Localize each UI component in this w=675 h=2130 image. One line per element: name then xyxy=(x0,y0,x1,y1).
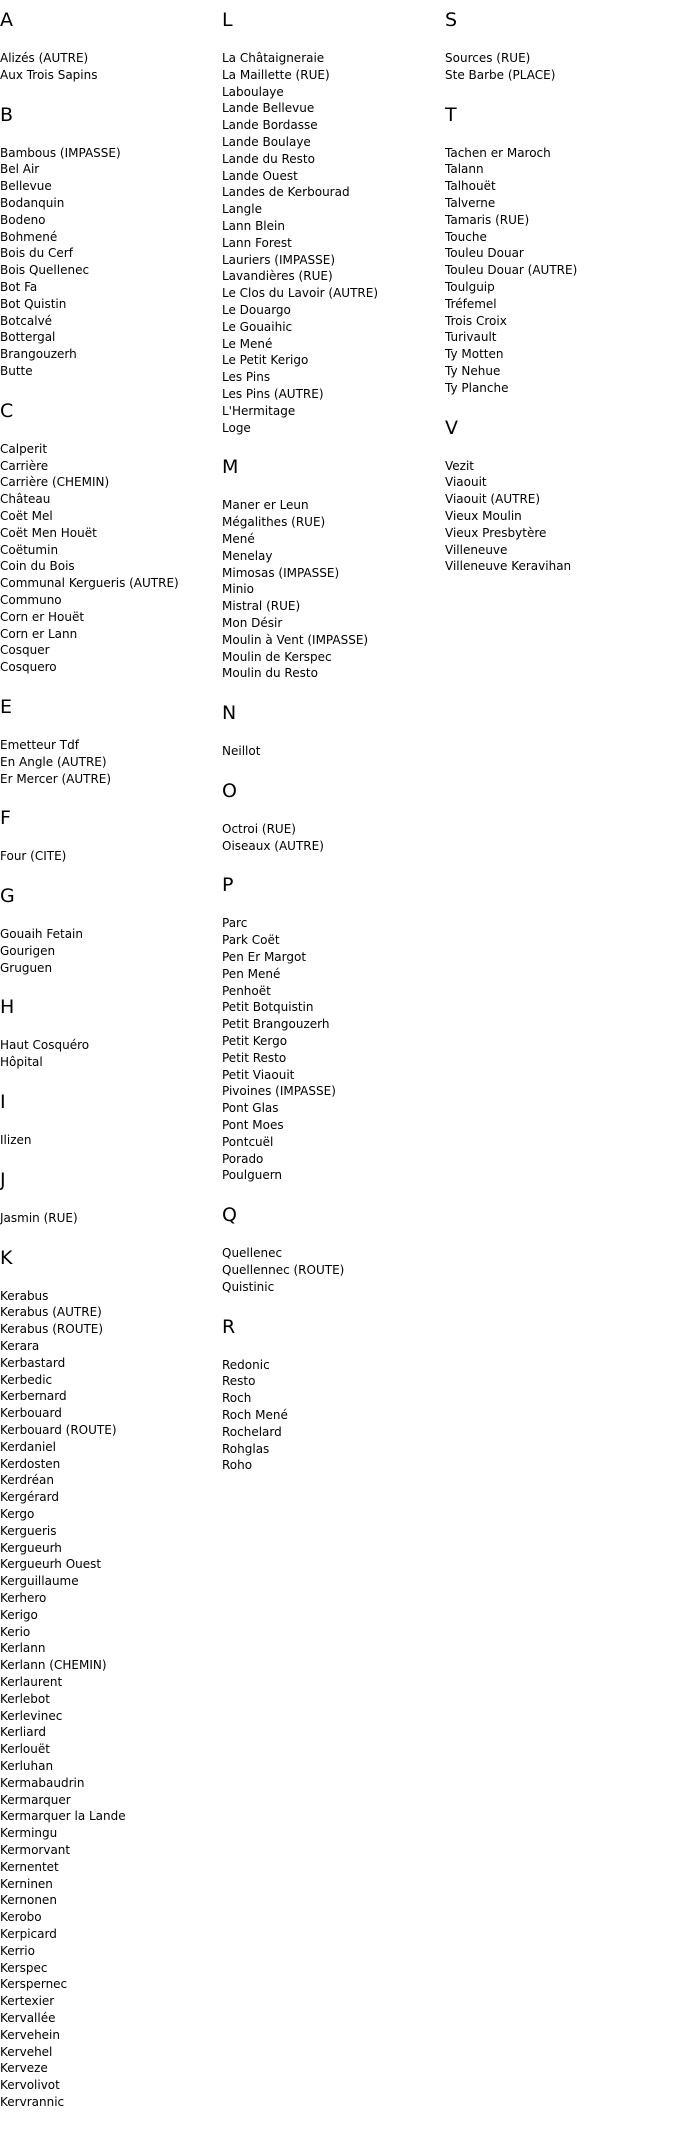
street-name: Bot Quistin xyxy=(0,296,67,311)
street-name: Redonic xyxy=(222,1357,270,1372)
street-name: Pont Moes xyxy=(222,1118,284,1133)
street-name: Communal Kergueris (AUTRE) xyxy=(0,576,179,591)
letter-heading: T xyxy=(445,103,457,126)
street-name: Toulguip xyxy=(445,279,495,294)
street-name: Roho xyxy=(222,1458,253,1473)
street-list xyxy=(0,848,222,865)
street-name: Trois Croix xyxy=(445,313,507,328)
letter-heading: F xyxy=(0,807,11,830)
street-name: Kerbouard (ROUTE) xyxy=(0,1423,117,1438)
street-name: Kerlouët xyxy=(0,1742,50,1757)
street-list xyxy=(222,821,444,855)
street-name: Talhouët xyxy=(445,179,496,194)
street-name: Viaouit (AUTRE) xyxy=(445,492,541,507)
street-list xyxy=(222,743,444,760)
street-name: Viaouit xyxy=(445,475,487,490)
street-name: Pen Mené xyxy=(222,966,281,981)
street-name: Lauriers (IMPASSE) xyxy=(222,252,336,267)
street-name: Bellevue xyxy=(0,179,52,194)
street-name: Corn er Lann xyxy=(0,626,78,641)
letter-heading: G xyxy=(0,885,15,908)
street-name: Touche xyxy=(445,229,487,244)
street-name: Bot Fa xyxy=(0,279,38,294)
street-list xyxy=(222,497,444,682)
street-name: Ty Planche xyxy=(445,380,509,395)
street-name: Kerspec xyxy=(0,1960,48,1975)
letter-heading: J xyxy=(0,1168,6,1191)
street-name: Coëtumin xyxy=(0,542,59,557)
letter-heading: I xyxy=(0,1091,6,1114)
street-name: Landes de Kerbourad xyxy=(222,185,350,200)
street-name: Kerabus xyxy=(0,1288,49,1303)
street-name: Kerlaurent xyxy=(0,1675,63,1689)
street-name: Kerabus (ROUTE) xyxy=(0,1322,104,1337)
street-name: Quellenec xyxy=(222,1246,283,1261)
street-name: Lande Ouest xyxy=(222,168,298,183)
street-name: Resto xyxy=(222,1374,256,1389)
street-name: Coët Men Houët xyxy=(0,525,97,540)
street-name: Bois Quellenec xyxy=(0,263,90,278)
street-name: Mimosas (IMPASSE) xyxy=(222,565,340,580)
street-list xyxy=(445,145,667,397)
street-name: Bambous (IMPASSE) xyxy=(0,145,121,160)
street-name: Kerhero xyxy=(0,1591,47,1606)
street-name: Corn er Houët xyxy=(0,609,85,624)
letter-heading: K xyxy=(0,1246,13,1269)
street-name: Le Gouaihic xyxy=(222,319,293,334)
street-name: Haut Cosquéro xyxy=(0,1038,90,1053)
street-name: Brangouzerh xyxy=(0,347,77,362)
street-name: Kerlann xyxy=(0,1641,46,1656)
street-name: Mon Désir xyxy=(222,615,283,630)
letter-heading: V xyxy=(445,416,458,439)
street-name: Kerabus (AUTRE) xyxy=(0,1305,102,1320)
street-name: Lande du Resto xyxy=(222,151,315,166)
street-name: Le Petit Kerigo xyxy=(222,353,309,368)
street-name: Touleu Douar (AUTRE) xyxy=(445,263,578,278)
street-name: Tachen er Maroch xyxy=(445,145,551,160)
letter-section-o xyxy=(222,779,444,855)
street-list xyxy=(0,1037,222,1071)
street-name: Talann xyxy=(445,162,484,177)
street-name: Kervallée xyxy=(0,2010,56,2025)
street-name: Pont Glas xyxy=(222,1101,279,1116)
street-name: Loge xyxy=(222,420,251,435)
street-name: Kerdosten xyxy=(0,1456,61,1471)
letter-heading: E xyxy=(0,695,13,718)
street-name: Talverne xyxy=(445,195,496,210)
street-name: Emetteur Tdf xyxy=(0,737,79,752)
letter-heading: L xyxy=(222,9,233,31)
street-name: La Maillette (RUE) xyxy=(222,67,330,82)
street-name: Kerspernec xyxy=(0,1977,68,1992)
street-name: Moulin de Kerspec xyxy=(222,649,332,664)
street-name: Menelay xyxy=(222,548,273,563)
street-name: Four (CITE) xyxy=(0,849,67,864)
street-name: Roch Mené xyxy=(222,1408,288,1423)
street-name: Mené xyxy=(222,531,255,546)
street-name: Ty Motten xyxy=(445,347,504,362)
street-name: Aux Trois Sapins xyxy=(0,67,98,82)
street-name: Kertexier xyxy=(0,1994,55,2009)
street-name: Jasmin (RUE) xyxy=(0,1210,78,1225)
street-name: Lann Forest xyxy=(222,235,292,250)
street-name: Kermorvant xyxy=(0,1842,71,1857)
letter-heading: A xyxy=(0,9,13,31)
street-name: Kerobo xyxy=(0,1910,42,1925)
street-name: Rohglas xyxy=(222,1441,270,1456)
letter-section-m xyxy=(222,455,444,682)
street-name: Poulguern xyxy=(222,1168,283,1183)
street-name: Kergo xyxy=(0,1507,35,1522)
street-name: Cosquero xyxy=(0,660,57,675)
street-name: Bohmené xyxy=(0,229,58,244)
street-name: Pontcuël xyxy=(222,1134,274,1149)
street-name: Kerigo xyxy=(0,1607,38,1622)
letter-section-k xyxy=(0,1246,222,2111)
street-name: Mistral (RUE) xyxy=(222,599,301,614)
street-name: Kerlevinec xyxy=(0,1708,63,1723)
column-3 xyxy=(445,8,667,594)
letter-heading: N xyxy=(222,702,237,725)
street-name: Petit Resto xyxy=(222,1050,287,1065)
street-list xyxy=(222,50,444,436)
street-name: Petit Botquistin xyxy=(222,1000,314,1015)
street-name: Turivault xyxy=(445,330,497,345)
street-list xyxy=(0,441,222,676)
street-name: Villeneuve Keravihan xyxy=(445,559,572,574)
street-name: Lande Boulaye xyxy=(222,134,311,149)
street-name: Vezit xyxy=(445,458,474,473)
street-name: Petit Kergo xyxy=(222,1034,288,1049)
street-name: La Châtaigneraie xyxy=(222,51,325,65)
street-name: Neillot xyxy=(222,744,261,759)
street-list xyxy=(445,50,667,84)
letter-heading: O xyxy=(222,779,237,802)
street-name: Ste Barbe (PLACE) xyxy=(445,67,556,82)
street-name: Kerbedic xyxy=(0,1372,53,1387)
street-name: Kerbastard xyxy=(0,1355,66,1370)
street-name: Pen Er Margot xyxy=(222,950,307,965)
street-name: Hôpital xyxy=(0,1055,43,1070)
letter-heading: S xyxy=(445,9,458,31)
street-name: Kerliard xyxy=(0,1725,46,1740)
street-name: Petit Viaouit xyxy=(222,1067,295,1082)
street-name: Le Douargo xyxy=(222,302,291,317)
street-name: Quistinic xyxy=(222,1279,275,1294)
street-name: Kerpicard xyxy=(0,1926,57,1941)
street-name: Bottergal xyxy=(0,330,56,345)
street-name: Kerbouard xyxy=(0,1406,62,1421)
street-name: Carrière xyxy=(0,458,49,473)
letter-section-c xyxy=(0,399,222,676)
column-2 xyxy=(222,8,444,1493)
street-name: Porado xyxy=(222,1151,264,1166)
street-list xyxy=(222,1357,444,1475)
letter-heading: R xyxy=(222,1315,236,1338)
street-name: Kervehel xyxy=(0,2044,53,2059)
street-name: En Angle (AUTRE) xyxy=(0,754,107,769)
street-name: Pivoines (IMPASSE) xyxy=(222,1084,336,1099)
letter-heading: B xyxy=(0,103,14,126)
letter-section-n xyxy=(222,701,444,760)
letter-section-t xyxy=(445,103,667,397)
street-list xyxy=(0,1132,222,1149)
street-name: Kermarquer xyxy=(0,1792,71,1807)
street-name: Coët Mel xyxy=(0,508,53,523)
street-name: Les Pins (AUTRE) xyxy=(222,386,324,401)
street-name: Gourigen xyxy=(0,943,56,958)
street-list xyxy=(222,915,444,1184)
street-name: Kerlann (CHEMIN) xyxy=(0,1658,107,1673)
street-list xyxy=(222,1245,444,1295)
street-name: Kergueurh xyxy=(0,1540,62,1555)
street-list xyxy=(0,1288,222,2111)
letter-section-g xyxy=(0,884,222,976)
street-list xyxy=(445,458,667,576)
letter-heading: P xyxy=(222,874,234,897)
street-name: Parc xyxy=(222,916,248,931)
street-name: Moulin à Vent (IMPASSE) xyxy=(222,632,369,647)
street-name: Rochelard xyxy=(222,1424,282,1439)
street-name: Kerrio xyxy=(0,1943,35,1958)
street-name: Vieux Moulin xyxy=(445,508,522,523)
street-name: Maner er Leun xyxy=(222,498,309,513)
street-name: Alizés (AUTRE) xyxy=(0,51,89,65)
street-name: Ilizen xyxy=(0,1133,32,1148)
street-name: Bodanquin xyxy=(0,195,65,210)
street-list xyxy=(0,926,222,976)
street-name: Kernonen xyxy=(0,1893,57,1908)
letter-section-s xyxy=(445,8,667,84)
letter-section-e xyxy=(0,695,222,787)
street-name: Kervrannic xyxy=(0,2094,65,2109)
street-name: Kerveze xyxy=(0,2061,48,2076)
street-name: Kerdaniel xyxy=(0,1439,57,1454)
street-name: Ty Nehue xyxy=(445,363,501,378)
street-name: Touleu Douar xyxy=(445,246,524,261)
street-name: Communo xyxy=(0,592,62,607)
street-name: Minio xyxy=(222,582,254,597)
street-name: Kergueurh Ouest xyxy=(0,1557,102,1572)
street-name: Château xyxy=(0,492,51,507)
letter-section-v xyxy=(445,416,667,576)
street-name: Quellennec (ROUTE) xyxy=(222,1263,345,1278)
street-name: Kernentet xyxy=(0,1859,59,1874)
street-name: Kerlebot xyxy=(0,1691,50,1706)
street-name: Le Clos du Lavoir (AUTRE) xyxy=(222,286,378,301)
street-list xyxy=(0,50,222,84)
street-name: Oiseaux (AUTRE) xyxy=(222,838,324,853)
street-name: Cosquer xyxy=(0,643,50,658)
street-name: Vieux Presbytère xyxy=(445,525,547,540)
street-name: Coin du Bois xyxy=(0,559,75,574)
letter-section-r xyxy=(222,1315,444,1475)
street-name: Moulin du Resto xyxy=(222,666,318,681)
street-name: Kerio xyxy=(0,1624,31,1639)
street-name: Bel Air xyxy=(0,162,40,177)
letter-section-l xyxy=(222,8,444,436)
street-name: Lande Bellevue xyxy=(222,101,315,116)
column-1 xyxy=(0,8,222,2130)
street-name: Lande Bordasse xyxy=(222,118,318,133)
street-name: Lavandières (RUE) xyxy=(222,269,333,284)
letter-heading: M xyxy=(222,456,239,479)
street-name: Kervehein xyxy=(0,2027,60,2042)
street-name: Octroi (RUE) xyxy=(222,821,296,836)
street-name: Petit Brangouzerh xyxy=(222,1017,330,1032)
street-name: Kermarquer la Lande xyxy=(0,1809,126,1824)
letter-heading: C xyxy=(0,399,14,422)
street-name: Gouaih Fetain xyxy=(0,927,83,942)
street-name: Er Mercer (AUTRE) xyxy=(0,771,112,786)
street-name: Tamaris (RUE) xyxy=(445,212,530,227)
letter-section-j xyxy=(0,1168,222,1227)
street-name: L'Hermitage xyxy=(222,403,296,418)
street-name: Kervolivot xyxy=(0,2078,60,2093)
street-name: Botcalvé xyxy=(0,313,53,328)
street-name: Laboulaye xyxy=(222,84,284,99)
street-name: Kermabaudrin xyxy=(0,1775,85,1790)
street-name: Roch xyxy=(222,1391,252,1406)
street-name: Kerninen xyxy=(0,1876,53,1891)
letter-section-f xyxy=(0,806,222,865)
street-name: Gruguen xyxy=(0,960,53,975)
street-name: Les Pins xyxy=(222,370,271,385)
street-name: Kerguillaume xyxy=(0,1574,79,1589)
letter-section-p xyxy=(222,873,444,1184)
street-name: Kergérard xyxy=(0,1490,60,1505)
street-list xyxy=(0,145,222,380)
street-name: Bois du Cerf xyxy=(0,246,73,261)
street-name: Mégalithes (RUE) xyxy=(222,515,326,530)
street-name: Kerdréan xyxy=(0,1473,55,1488)
street-name: Le Mené xyxy=(222,336,273,351)
street-name: Kerbernard xyxy=(0,1389,67,1404)
street-name: Calperit xyxy=(0,441,48,456)
street-name: Tréfemel xyxy=(445,296,497,311)
street-name: Langle xyxy=(222,202,262,217)
street-name: Lann Blein xyxy=(222,218,285,233)
street-list xyxy=(0,737,222,787)
letter-section-b xyxy=(0,103,222,380)
letter-section-i xyxy=(0,1090,222,1149)
street-name: Penhoët xyxy=(222,983,271,998)
street-name: Butte xyxy=(0,363,33,378)
street-name: Villeneuve xyxy=(445,542,508,557)
street-name: Kerara xyxy=(0,1339,40,1354)
letter-section-q xyxy=(222,1203,444,1295)
street-name: Park Coët xyxy=(222,933,280,948)
street-name: Carrière (CHEMIN) xyxy=(0,475,110,490)
letter-section-h xyxy=(0,995,222,1071)
letter-section-a xyxy=(0,8,222,84)
street-name: Kermingu xyxy=(0,1826,58,1841)
letter-heading: H xyxy=(0,996,15,1019)
letter-heading: Q xyxy=(222,1204,237,1227)
street-name: Kergueris xyxy=(0,1523,57,1538)
street-list xyxy=(0,1210,222,1227)
street-name: Sources (RUE) xyxy=(445,51,531,65)
street-name: Bodeno xyxy=(0,212,46,227)
street-name: Kerluhan xyxy=(0,1758,54,1773)
